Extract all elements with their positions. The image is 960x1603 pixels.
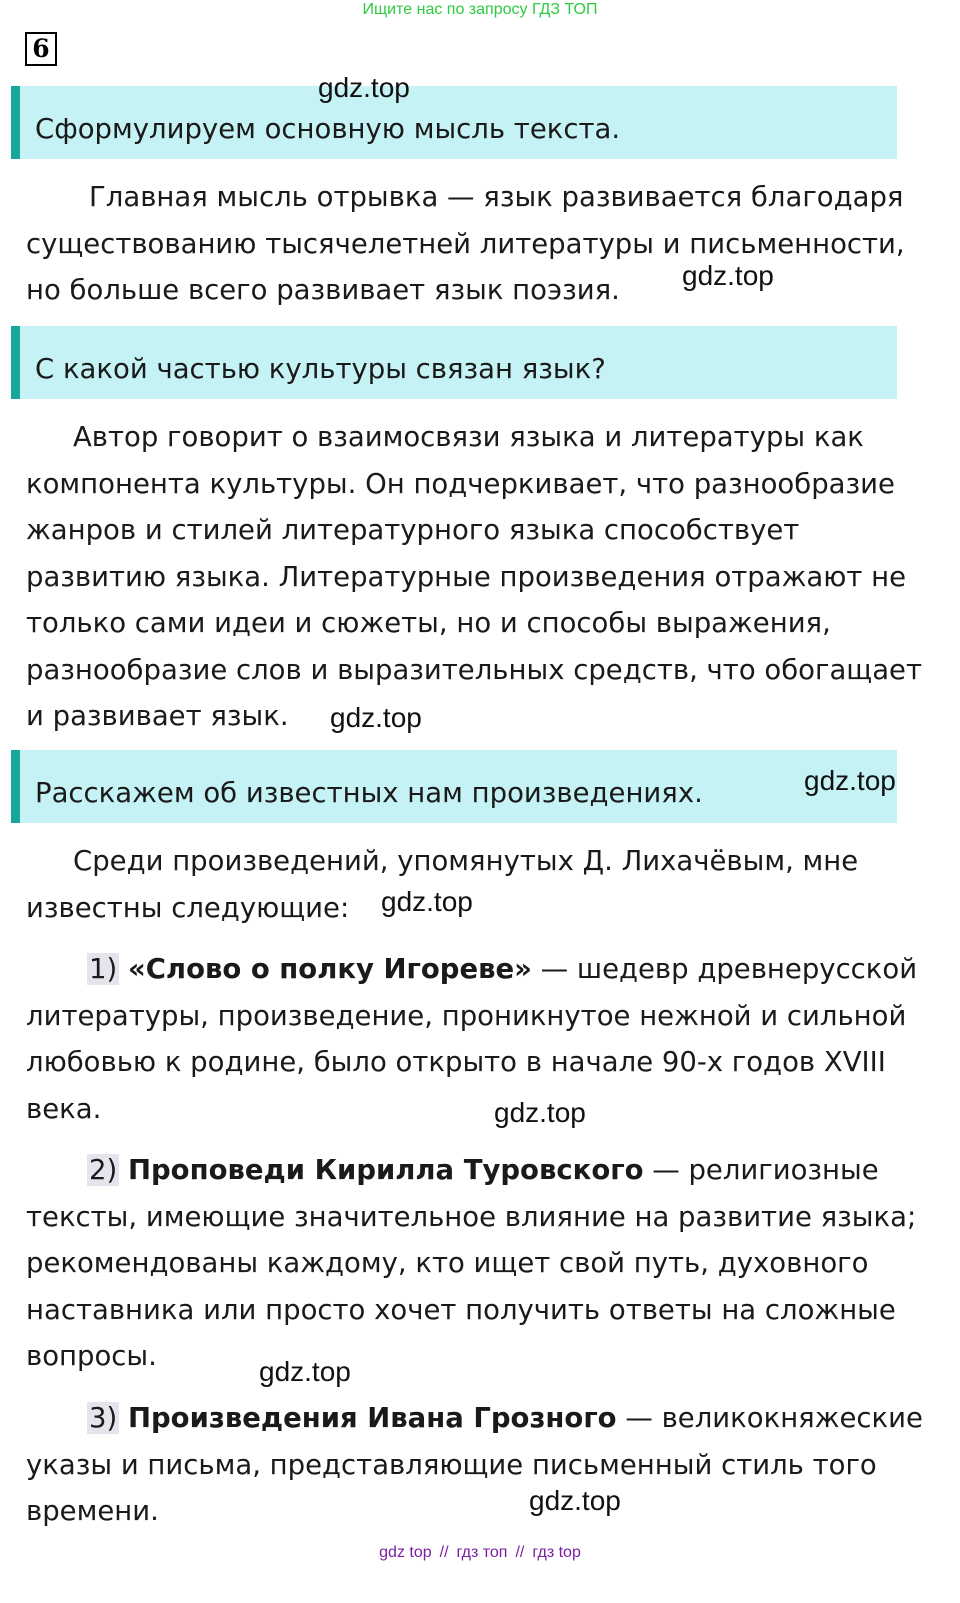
answer-main-idea: Главная мысль отрывка — язык развивается благодаря существованию тысячелетней литературы и письменности, но больше всего развивает язык поэзия. <box>26 181 905 306</box>
footer-links <box>0 1544 960 1562</box>
list-item <box>26 1395 936 1535</box>
footer-separator: // <box>439 1544 449 1561</box>
watermark: gdz.top <box>381 886 473 917</box>
watermark: gdz.top <box>804 765 896 796</box>
footer-link[interactable]: гдз top <box>532 1544 581 1561</box>
footer-separator: // <box>515 1544 525 1561</box>
watermark: gdz.top <box>330 702 422 733</box>
footer-link[interactable]: gdz top <box>379 1544 432 1561</box>
answer-works-intro: Среди произведений, упомянутых Д. Лихачёвым, мне известны следующие: <box>26 845 859 924</box>
work-description: — великокняжеские указы и письма, представляющие письменный стиль того времени. <box>26 1402 923 1527</box>
watermark: gdz.top <box>494 1097 586 1128</box>
task-number: 6 <box>25 32 57 66</box>
list-item <box>26 1147 936 1380</box>
answer-culture: Автор говорит о взаимосвязи языка и литературы как компонента культуры. Он подчеркивает, что разнообразие жанров и стилей литературного языка способствует развитию языка. Литературные произведения отражают не только сами идеи и сюжеты, но и способы выражения, разнообразие слов и выразительных средств, что обогащает и развивает язык. <box>26 421 922 732</box>
footer-link[interactable]: гдз топ <box>456 1544 508 1561</box>
question-box-culture <box>11 326 897 399</box>
list-item <box>26 946 936 1132</box>
watermark: gdz.top <box>529 1485 621 1516</box>
work-description: — религиозные тексты, имеющие значительное влияние на развитие языка; рекомендованы каждому, кто ищет свой путь, духовного наставника или просто хочет получить ответы на сложные вопросы. <box>26 1154 917 1372</box>
question-culture: С какой частью культуры связан язык? <box>35 353 606 385</box>
watermark: gdz.top <box>318 72 410 103</box>
work-title: Произведения Ивана Грозного <box>127 1402 617 1434</box>
question-box-main-idea <box>11 86 897 159</box>
watermark: gdz.top <box>682 260 774 291</box>
list-number: 1) <box>89 953 118 985</box>
work-title: Проповеди Кирилла Туровского <box>127 1154 644 1186</box>
watermark: gdz.top <box>259 1356 351 1387</box>
work-description: — шедевр древнерусской литературы, произведение, проникнутое нежной и сильной любовью к родине, было открыто в начале 90-х годов XVIII века. <box>26 953 918 1125</box>
work-title: «Слово о полку Игореве» <box>127 953 532 985</box>
top-banner: Ищите нас по запросу ГДЗ ТОП <box>362 1 598 18</box>
question-box-works <box>11 750 897 823</box>
question-main-idea: Сформулируем основную мысль текста. <box>35 113 621 145</box>
question-works: Расскажем об известных нам произведениях. <box>35 777 703 809</box>
list-number: 3) <box>89 1402 118 1434</box>
list-number: 2) <box>89 1154 118 1186</box>
